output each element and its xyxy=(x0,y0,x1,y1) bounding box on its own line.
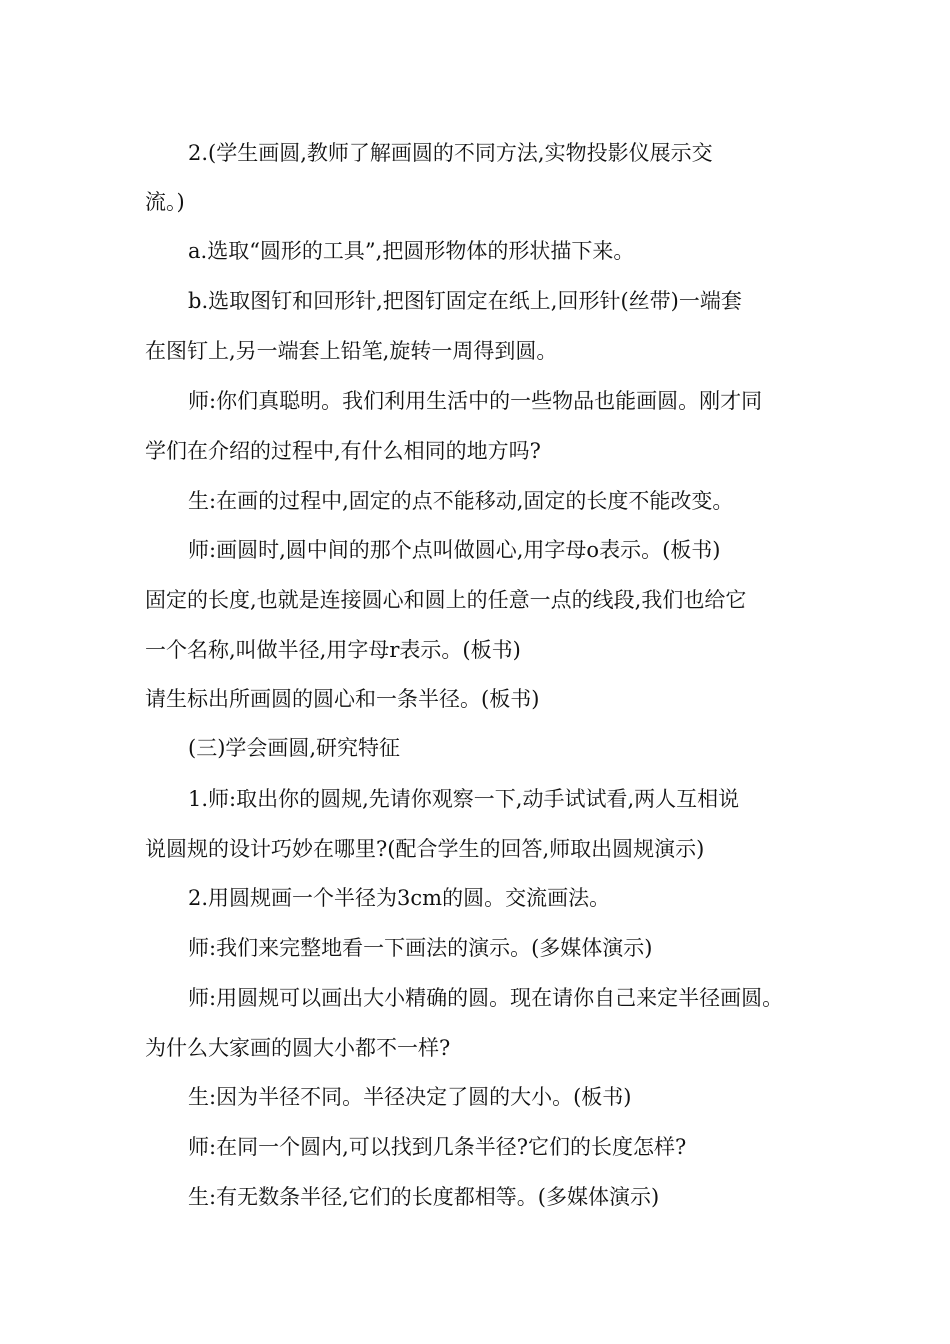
section-heading: (三)学会画圆,研究特征 xyxy=(188,736,401,760)
text-line: 师:我们来完整地看一下画法的演示。(多媒体演示) xyxy=(188,936,653,960)
text-line: a.选取“圆形的工具”,把圆形物体的形状描下来。 xyxy=(188,239,635,263)
text-line: b.选取图钉和回形针,把图钉固定在纸上,回形针(丝带)一端套 xyxy=(188,289,742,313)
text-line: 学们在介绍的过程中,有什么相同的地方吗? xyxy=(145,439,541,463)
text-line: 在图钉上,另一端套上铅笔,旋转一周得到圆。 xyxy=(145,339,558,363)
text-line: 师:在同一个圆内,可以找到几条半径?它们的长度怎样? xyxy=(188,1135,687,1159)
text-line: 生:在画的过程中,固定的点不能移动,固定的长度不能改变。 xyxy=(188,489,734,513)
text-line: 2.用圆规画一个半径为3cm的圆。交流画法。 xyxy=(188,886,611,910)
text-line: 师:用圆规可以画出大小精确的圆。现在请你自己来定半径画圆。 xyxy=(188,986,784,1010)
text-line: 固定的长度,也就是连接圆心和圆上的任意一点的线段,我们也给它 xyxy=(145,588,747,612)
text-line: 2.(学生画圆,教师了解画圆的不同方法,实物投影仪展示交 xyxy=(188,141,713,165)
text-line: 说圆规的设计巧妙在哪里?(配合学生的回答,师取出圆规演示) xyxy=(145,837,705,861)
text-line: 为什么大家画的圆大小都不一样? xyxy=(145,1036,451,1060)
text-line: 流。) xyxy=(145,190,185,214)
text-line: 1.师:取出你的圆规,先请你观察一下,动手试试看,两人互相说 xyxy=(188,787,740,811)
text-line: 生:有无数条半径,它们的长度都相等。(多媒体演示) xyxy=(188,1185,660,1209)
text-line: 一个名称,叫做半径,用字母r表示。(板书) xyxy=(145,638,521,662)
text-line: 生:因为半径不同。半径决定了圆的大小。(板书) xyxy=(188,1085,632,1109)
text-line: 师:你们真聪明。我们利用生活中的一些物品也能画圆。刚才同 xyxy=(188,389,763,413)
text-line: 师:画圆时,圆中间的那个点叫做圆心,用字母o表示。(板书) xyxy=(188,538,721,562)
text-line: 请生标出所画圆的圆心和一条半径。(板书) xyxy=(145,687,540,711)
